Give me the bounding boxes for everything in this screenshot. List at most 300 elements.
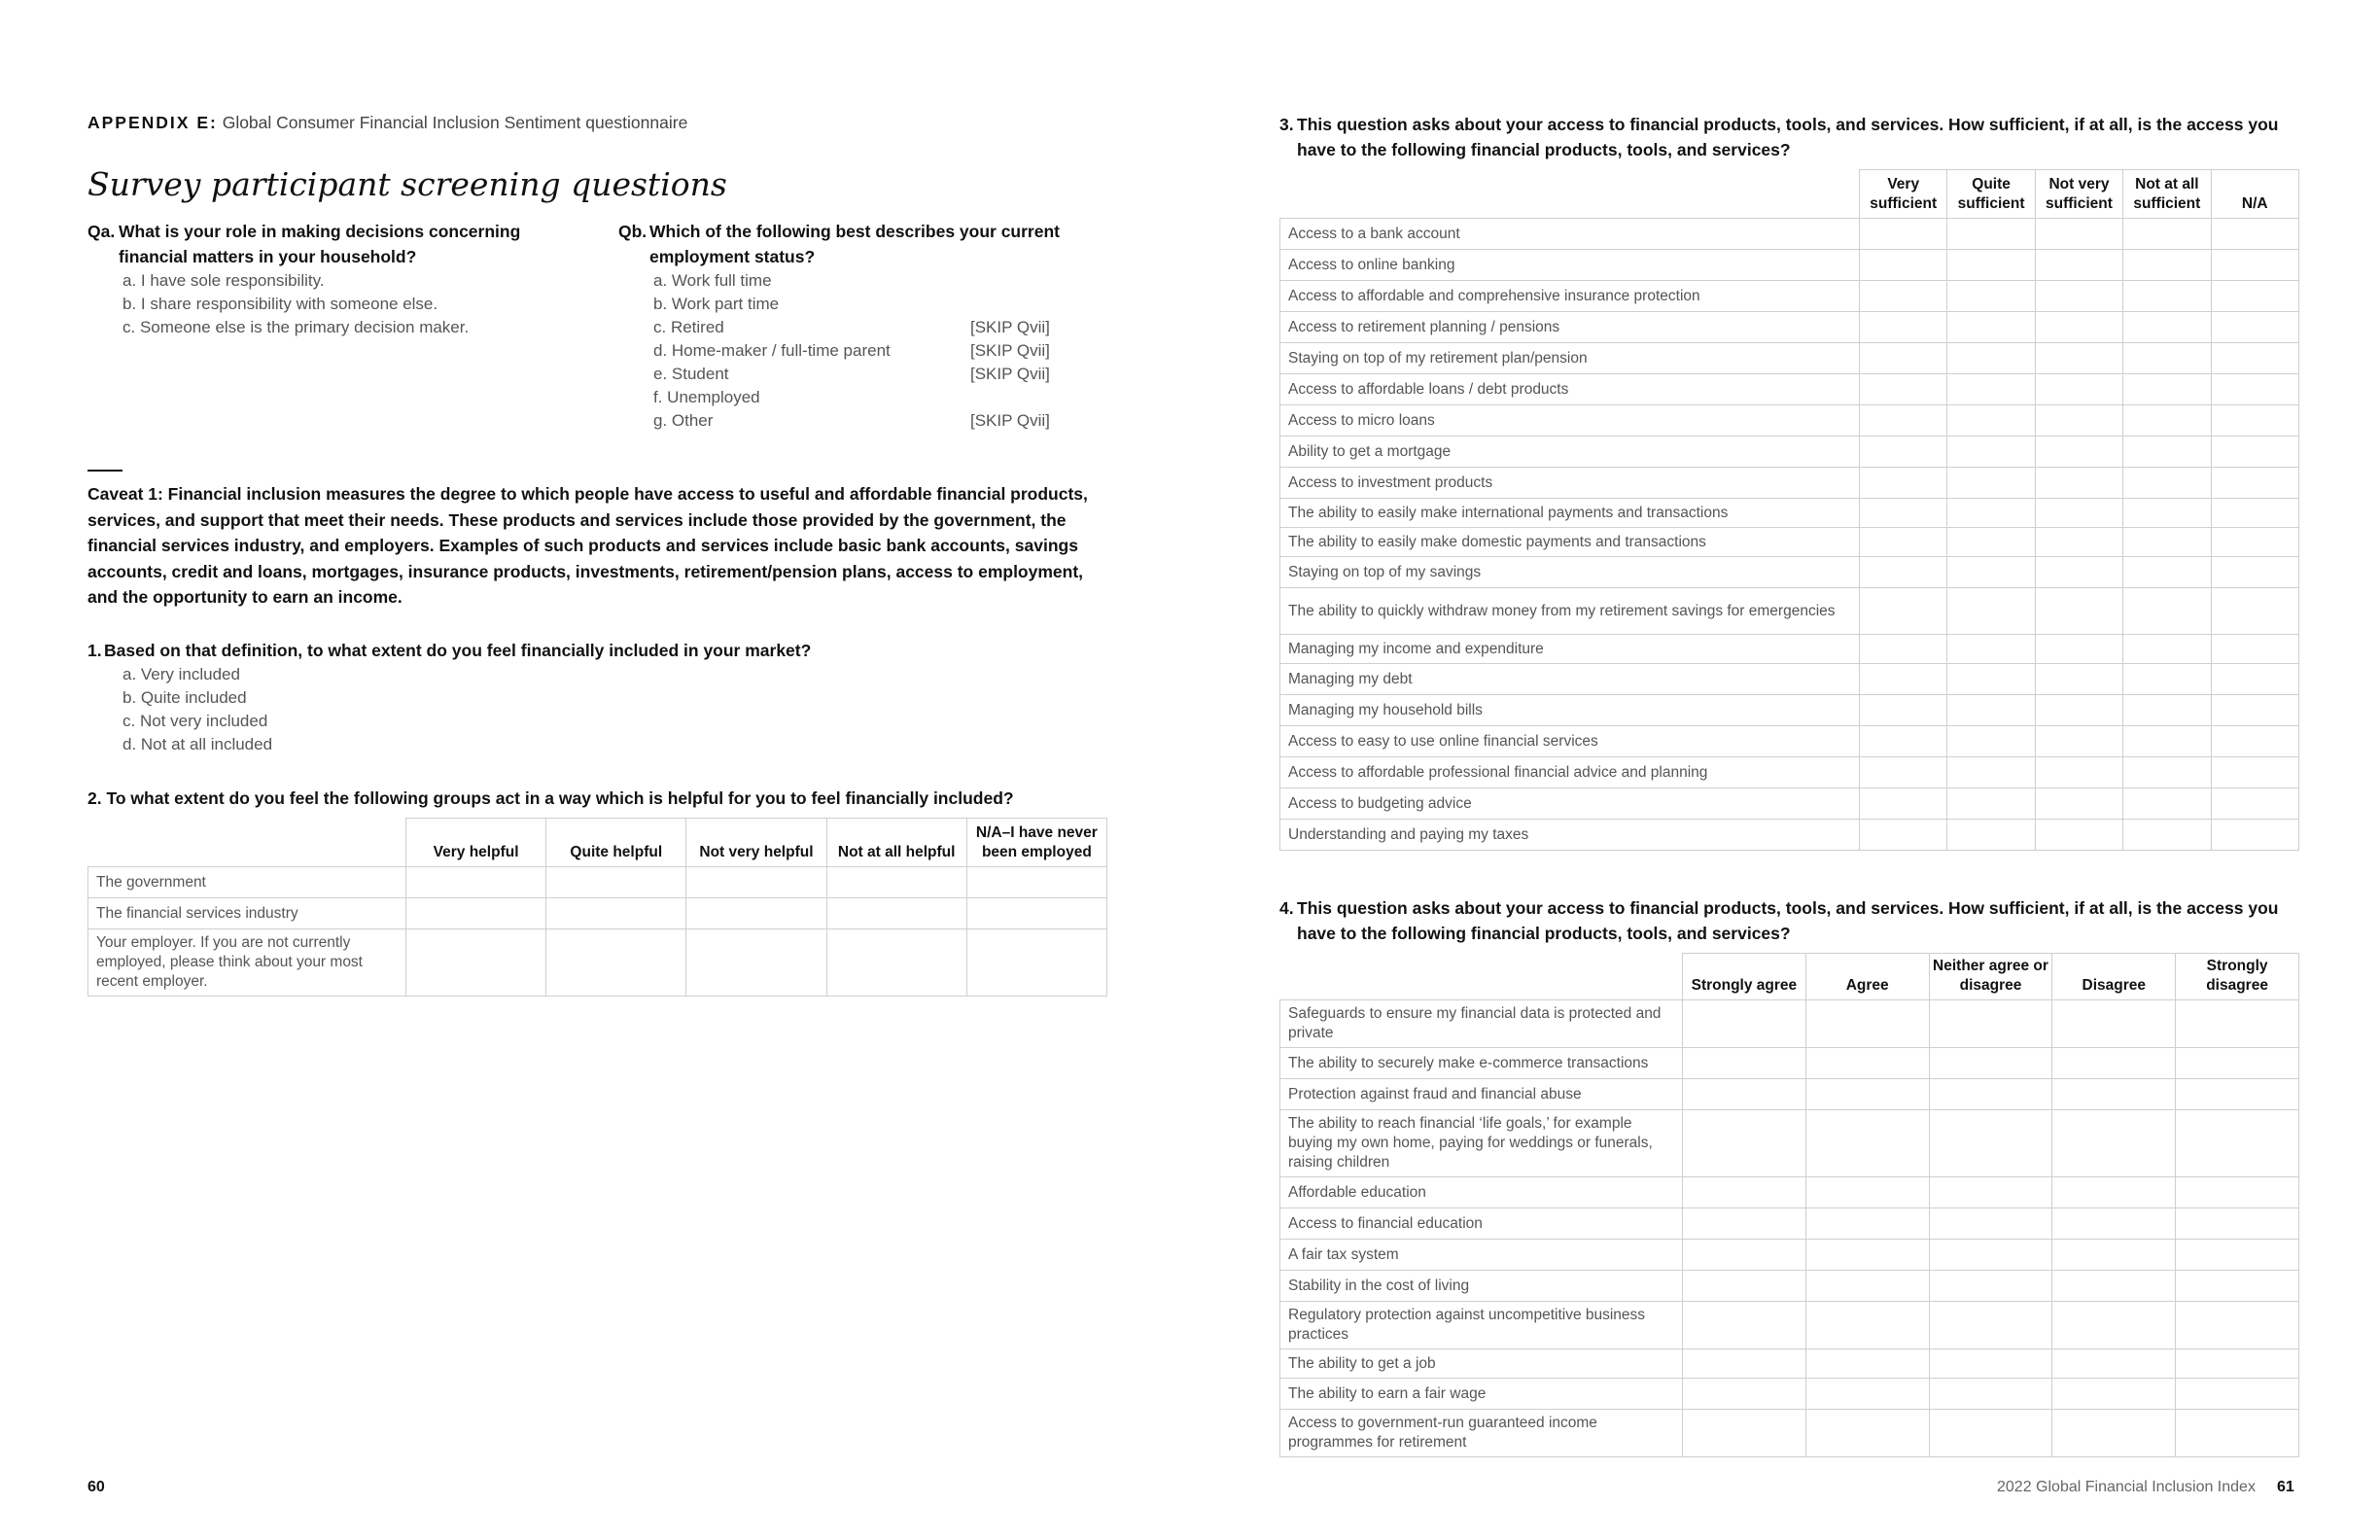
response-cell[interactable] bbox=[1805, 1410, 1929, 1457]
table-row bbox=[1280, 343, 2299, 374]
response-cell[interactable] bbox=[1860, 468, 1947, 499]
response-cell[interactable] bbox=[2052, 1271, 2176, 1302]
response-cell[interactable] bbox=[2123, 250, 2211, 281]
q4-row-label: Safeguards to ensure my financial data is protected and private bbox=[1280, 1000, 1683, 1048]
qb-option bbox=[653, 339, 1124, 363]
response-cell[interactable] bbox=[2211, 250, 2298, 281]
response-cell[interactable] bbox=[2052, 1048, 2176, 1079]
response-cell[interactable] bbox=[2035, 499, 2122, 528]
response-cell[interactable] bbox=[2211, 557, 2298, 588]
table-row bbox=[1280, 1302, 2299, 1349]
response-cell[interactable] bbox=[2211, 312, 2298, 343]
response-cell[interactable] bbox=[2176, 1240, 2299, 1271]
qb-option bbox=[653, 316, 1124, 339]
q3-row-label: Access to easy to use online financial services bbox=[1280, 726, 1860, 757]
response-cell[interactable] bbox=[2176, 1379, 2299, 1410]
response-cell[interactable] bbox=[1947, 219, 2035, 250]
q2-column-header: Quite helpful bbox=[546, 819, 686, 867]
response-cell[interactable] bbox=[1929, 1271, 2052, 1302]
q3-column-header: Not very sufficient bbox=[2035, 170, 2122, 219]
response-cell[interactable] bbox=[966, 867, 1106, 898]
qb-option-label: a. Work full time bbox=[653, 271, 772, 290]
qa-option: c. Someone else is the primary decision maker. bbox=[122, 318, 470, 336]
q2-row-label: The government bbox=[88, 867, 406, 898]
response-cell[interactable] bbox=[2123, 405, 2211, 437]
response-cell[interactable] bbox=[1860, 499, 1947, 528]
response-cell[interactable] bbox=[1683, 1240, 1806, 1271]
response-cell[interactable] bbox=[2123, 635, 2211, 664]
q4-row-label: A fair tax system bbox=[1280, 1240, 1683, 1271]
table-row bbox=[1280, 726, 2299, 757]
response-cell[interactable] bbox=[2211, 437, 2298, 468]
q3-row-label: The ability to easily make domestic payments and transactions bbox=[1280, 528, 1860, 557]
response-cell[interactable] bbox=[2211, 374, 2298, 405]
response-cell[interactable] bbox=[1947, 528, 2035, 557]
response-cell[interactable] bbox=[2176, 1208, 2299, 1240]
response-cell[interactable] bbox=[2035, 726, 2122, 757]
q3-text: This question asks about your access to financial products, tools, and services. How sufficient, if at all, is the access you have to the following financial products, tools, and services? bbox=[1297, 115, 2279, 159]
response-cell[interactable] bbox=[2211, 664, 2298, 695]
q1-option: c. Not very included bbox=[122, 712, 268, 730]
response-cell[interactable] bbox=[1860, 250, 1947, 281]
q3-row-label: Access to affordable and comprehensive insurance protection bbox=[1280, 281, 1860, 312]
response-cell[interactable] bbox=[1683, 1177, 1806, 1208]
response-cell[interactable] bbox=[1683, 1048, 1806, 1079]
response-cell[interactable] bbox=[1683, 1379, 1806, 1410]
response-cell[interactable] bbox=[2211, 820, 2298, 851]
response-cell[interactable] bbox=[2123, 437, 2211, 468]
response-cell[interactable] bbox=[546, 867, 686, 898]
response-cell[interactable] bbox=[1929, 1208, 2052, 1240]
response-cell[interactable] bbox=[2211, 726, 2298, 757]
q2-row-label: Your employer. If you are not currently employed, please think about your most recent employer. bbox=[88, 929, 406, 997]
response-cell[interactable] bbox=[2035, 219, 2122, 250]
response-cell[interactable] bbox=[1929, 1000, 2052, 1048]
response-cell[interactable] bbox=[2211, 757, 2298, 788]
response-cell[interactable] bbox=[686, 867, 826, 898]
question-3 bbox=[1279, 112, 2300, 162]
response-cell[interactable] bbox=[1929, 1240, 2052, 1271]
table-row bbox=[1280, 1349, 2299, 1379]
response-cell[interactable] bbox=[2123, 528, 2211, 557]
table-row bbox=[1280, 588, 2299, 635]
q2-table bbox=[88, 818, 1107, 997]
response-cell[interactable] bbox=[2035, 557, 2122, 588]
response-cell[interactable] bbox=[826, 929, 966, 997]
qb-option bbox=[653, 386, 1124, 409]
q3-row-label: Access to a bank account bbox=[1280, 219, 1860, 250]
response-cell[interactable] bbox=[1683, 1349, 1806, 1379]
response-cell[interactable] bbox=[2123, 557, 2211, 588]
response-cell[interactable] bbox=[1929, 1110, 2052, 1177]
response-cell[interactable] bbox=[1947, 343, 2035, 374]
response-cell[interactable] bbox=[1860, 528, 1947, 557]
question-4 bbox=[1279, 895, 2300, 946]
qa-options bbox=[88, 269, 583, 339]
question-qb bbox=[618, 219, 1124, 433]
q3-number: 3. bbox=[1279, 115, 1294, 134]
response-cell[interactable] bbox=[1947, 726, 2035, 757]
response-cell[interactable] bbox=[2211, 635, 2298, 664]
response-cell[interactable] bbox=[1860, 557, 1947, 588]
response-cell[interactable] bbox=[2123, 695, 2211, 726]
response-cell[interactable] bbox=[2052, 1110, 2176, 1177]
page-number-left: 60 bbox=[88, 1479, 105, 1495]
response-cell[interactable] bbox=[1947, 788, 2035, 820]
table-row bbox=[1280, 635, 2299, 664]
q2-text: To what extent do you feel the following groups act in a way which is helpful for you to feel financially included? bbox=[106, 788, 1014, 808]
response-cell[interactable] bbox=[1929, 1302, 2052, 1349]
qb-option-label: b. Work part time bbox=[653, 295, 780, 313]
table-row bbox=[1280, 757, 2299, 788]
response-cell[interactable] bbox=[2211, 281, 2298, 312]
response-cell[interactable] bbox=[546, 929, 686, 997]
response-cell[interactable] bbox=[2176, 1271, 2299, 1302]
q4-row-label: Protection against fraud and financial abuse bbox=[1280, 1079, 1683, 1110]
qb-option-skip: [SKIP Qvii] bbox=[970, 365, 1050, 383]
table-row bbox=[1280, 468, 2299, 499]
q3-row-label: Managing my household bills bbox=[1280, 695, 1860, 726]
response-cell[interactable] bbox=[2123, 820, 2211, 851]
q3-row-label: Access to micro loans bbox=[1280, 405, 1860, 437]
response-cell[interactable] bbox=[2052, 1079, 2176, 1110]
response-cell[interactable] bbox=[1947, 820, 2035, 851]
q3-row-label: Access to affordable loans / debt products bbox=[1280, 374, 1860, 405]
response-cell[interactable] bbox=[2176, 1000, 2299, 1048]
response-cell[interactable] bbox=[2123, 312, 2211, 343]
q2-number: 2. bbox=[88, 788, 102, 808]
response-cell[interactable] bbox=[1805, 1048, 1929, 1079]
response-cell[interactable] bbox=[1805, 1177, 1929, 1208]
response-cell[interactable] bbox=[1860, 405, 1947, 437]
table-row bbox=[1280, 374, 2299, 405]
qb-option-label: g. Other bbox=[653, 411, 714, 430]
response-cell[interactable] bbox=[1860, 374, 1947, 405]
q4-column-header: Strongly disagree bbox=[2176, 954, 2299, 1000]
q3-row-label: The ability to easily make international payments and transactions bbox=[1280, 499, 1860, 528]
response-cell[interactable] bbox=[2123, 219, 2211, 250]
table-row bbox=[1280, 788, 2299, 820]
page-number-right: 61 bbox=[2277, 1479, 2294, 1495]
response-cell[interactable] bbox=[1947, 588, 2035, 635]
response-cell[interactable] bbox=[686, 898, 826, 929]
q3-row-label: Access to retirement planning / pensions bbox=[1280, 312, 1860, 343]
q3-row-label: Managing my income and expenditure bbox=[1280, 635, 1860, 664]
q4-header-row bbox=[1280, 954, 2299, 1000]
qb-text: Which of the following best describes your current employment status? bbox=[649, 222, 1060, 266]
table-row bbox=[1280, 695, 2299, 726]
response-cell[interactable] bbox=[2211, 405, 2298, 437]
q2-column-header: Not at all helpful bbox=[826, 819, 966, 867]
table-row bbox=[1280, 528, 2299, 557]
response-cell[interactable] bbox=[2052, 1240, 2176, 1271]
response-cell[interactable] bbox=[2035, 820, 2122, 851]
response-cell[interactable] bbox=[2176, 1302, 2299, 1349]
response-cell[interactable] bbox=[1947, 557, 2035, 588]
table-row bbox=[1280, 1079, 2299, 1110]
response-cell[interactable] bbox=[1805, 1302, 1929, 1349]
response-cell[interactable] bbox=[1860, 219, 1947, 250]
response-cell[interactable] bbox=[2035, 437, 2122, 468]
response-cell[interactable] bbox=[406, 867, 546, 898]
q1-option: b. Quite included bbox=[122, 688, 247, 707]
response-cell[interactable] bbox=[826, 898, 966, 929]
response-cell[interactable] bbox=[2211, 468, 2298, 499]
response-cell[interactable] bbox=[1929, 1410, 2052, 1457]
q4-row-label: Stability in the cost of living bbox=[1280, 1271, 1683, 1302]
response-cell[interactable] bbox=[686, 929, 826, 997]
table-row bbox=[1280, 1379, 2299, 1410]
response-cell[interactable] bbox=[2035, 374, 2122, 405]
table-row bbox=[1280, 664, 2299, 695]
qa-number: Qa. bbox=[88, 222, 116, 241]
q4-number: 4. bbox=[1279, 898, 1294, 918]
response-cell[interactable] bbox=[1929, 1379, 2052, 1410]
response-cell[interactable] bbox=[1805, 1000, 1929, 1048]
response-cell[interactable] bbox=[1860, 281, 1947, 312]
section-title: Survey participant screening questions bbox=[88, 165, 727, 203]
response-cell[interactable] bbox=[1805, 1110, 1929, 1177]
q1-number: 1. bbox=[88, 641, 102, 660]
q3-row-label: Access to online banking bbox=[1280, 250, 1860, 281]
response-cell[interactable] bbox=[1683, 1410, 1806, 1457]
response-cell[interactable] bbox=[406, 929, 546, 997]
q4-text: This question asks about your access to financial products, tools, and services. How sufficient, if at all, is the access you have to the following financial products, tools, and services? bbox=[1297, 898, 2279, 943]
q4-row-label: The ability to reach financial ‘life goals,’ for example buying my own home, paying for weddings or funerals, raising children bbox=[1280, 1110, 1683, 1177]
table-row bbox=[1280, 557, 2299, 588]
response-cell[interactable] bbox=[1860, 664, 1947, 695]
response-cell[interactable] bbox=[2123, 726, 2211, 757]
response-cell[interactable] bbox=[1805, 1379, 1929, 1410]
q2-column-header: N/A–I have never been employed bbox=[966, 819, 1106, 867]
q3-row-label: The ability to quickly withdraw money from my retirement savings for emergencies bbox=[1280, 588, 1860, 635]
response-cell[interactable] bbox=[2123, 757, 2211, 788]
table-row bbox=[1280, 1240, 2299, 1271]
q4-row-label: The ability to get a job bbox=[1280, 1349, 1683, 1379]
response-cell[interactable] bbox=[966, 898, 1106, 929]
response-cell[interactable] bbox=[2211, 528, 2298, 557]
response-cell[interactable] bbox=[1929, 1177, 2052, 1208]
qb-option bbox=[653, 409, 1124, 433]
q4-row-label: Regulatory protection against uncompetitive business practices bbox=[1280, 1302, 1683, 1349]
response-cell[interactable] bbox=[2123, 788, 2211, 820]
q3-column-header: Very sufficient bbox=[1860, 170, 1947, 219]
response-cell[interactable] bbox=[406, 898, 546, 929]
table-row bbox=[1280, 219, 2299, 250]
response-cell[interactable] bbox=[1860, 757, 1947, 788]
response-cell[interactable] bbox=[1683, 1302, 1806, 1349]
q3-row-label: Access to investment products bbox=[1280, 468, 1860, 499]
q4-column-header: Strongly agree bbox=[1683, 954, 1806, 1000]
response-cell[interactable] bbox=[2052, 1349, 2176, 1379]
response-cell[interactable] bbox=[1860, 343, 1947, 374]
response-cell[interactable] bbox=[2052, 1379, 2176, 1410]
response-cell[interactable] bbox=[1947, 468, 2035, 499]
response-cell[interactable] bbox=[2176, 1110, 2299, 1177]
appendix-title: Global Consumer Financial Inclusion Sentiment questionnaire bbox=[222, 113, 688, 132]
response-cell[interactable] bbox=[2035, 528, 2122, 557]
response-cell[interactable] bbox=[1860, 788, 1947, 820]
q4-table bbox=[1279, 953, 2299, 1457]
q3-row-label: Access to affordable professional financial advice and planning bbox=[1280, 757, 1860, 788]
response-cell[interactable] bbox=[1947, 635, 2035, 664]
caveat-text: Caveat 1: Financial inclusion measures the degree to which people have access to useful and affordable financial products, services, and support that meet their needs. These products and services include those provided by the government, the financial services industry, and employers. Examples of such products and services include basic bank accounts, savings accounts, credit and loans, mortgages, insurance products, investments, retirement/pension plans, access to employment, and the opportunity to earn an income. bbox=[88, 484, 1088, 607]
q3-row-label: Access to budgeting advice bbox=[1280, 788, 1860, 820]
response-cell[interactable] bbox=[2211, 499, 2298, 528]
table-row bbox=[1280, 250, 2299, 281]
response-cell[interactable] bbox=[1929, 1079, 2052, 1110]
response-cell[interactable] bbox=[2123, 499, 2211, 528]
response-cell[interactable] bbox=[2052, 1302, 2176, 1349]
section-divider bbox=[88, 470, 122, 472]
q4-column-header: Agree bbox=[1805, 954, 1929, 1000]
response-cell[interactable] bbox=[2035, 664, 2122, 695]
response-cell[interactable] bbox=[1947, 405, 2035, 437]
response-cell[interactable] bbox=[2035, 405, 2122, 437]
response-cell[interactable] bbox=[2035, 468, 2122, 499]
q3-column-header: N/A bbox=[2211, 170, 2298, 219]
q1-options bbox=[88, 663, 1108, 756]
table-row bbox=[1280, 1177, 2299, 1208]
response-cell[interactable] bbox=[826, 867, 966, 898]
q3-row-label: Staying on top of my savings bbox=[1280, 557, 1860, 588]
qa-option: b. I share responsibility with someone else. bbox=[122, 295, 438, 313]
q3-column-header: Quite sufficient bbox=[1947, 170, 2035, 219]
response-cell[interactable] bbox=[2211, 788, 2298, 820]
q4-column-header: Neither agree or disagree bbox=[1929, 954, 2052, 1000]
response-cell[interactable] bbox=[1683, 1000, 1806, 1048]
response-cell[interactable] bbox=[1860, 820, 1947, 851]
response-cell[interactable] bbox=[2123, 468, 2211, 499]
response-cell[interactable] bbox=[1860, 437, 1947, 468]
response-cell[interactable] bbox=[2035, 588, 2122, 635]
q4-row-label: Affordable education bbox=[1280, 1177, 1683, 1208]
q4-row-label: Access to government-run guaranteed income programmes for retirement bbox=[1280, 1410, 1683, 1457]
qb-option-skip: [SKIP Qvii] bbox=[970, 318, 1050, 336]
response-cell[interactable] bbox=[1947, 757, 2035, 788]
response-cell[interactable] bbox=[2123, 281, 2211, 312]
response-cell[interactable] bbox=[1683, 1110, 1806, 1177]
q2-header-row bbox=[88, 819, 1107, 867]
response-cell[interactable] bbox=[2176, 1177, 2299, 1208]
response-cell[interactable] bbox=[2035, 635, 2122, 664]
response-cell[interactable] bbox=[2035, 343, 2122, 374]
response-cell[interactable] bbox=[2035, 695, 2122, 726]
response-cell[interactable] bbox=[1860, 312, 1947, 343]
appendix-label: APPENDIX E: bbox=[88, 113, 218, 132]
response-cell[interactable] bbox=[1947, 437, 2035, 468]
response-cell[interactable] bbox=[2123, 588, 2211, 635]
response-cell[interactable] bbox=[1860, 588, 1947, 635]
q2-column-header: Very helpful bbox=[406, 819, 546, 867]
response-cell[interactable] bbox=[966, 929, 1106, 997]
table-row bbox=[1280, 1410, 2299, 1457]
response-cell[interactable] bbox=[2052, 1208, 2176, 1240]
response-cell[interactable] bbox=[1805, 1271, 1929, 1302]
table-row bbox=[1280, 1000, 2299, 1048]
response-cell[interactable] bbox=[1683, 1208, 1806, 1240]
qa-option: a. I have sole responsibility. bbox=[122, 271, 325, 290]
q4-column-header: Disagree bbox=[2052, 954, 2176, 1000]
response-cell[interactable] bbox=[2123, 343, 2211, 374]
response-cell[interactable] bbox=[546, 898, 686, 929]
q1-option: d. Not at all included bbox=[122, 735, 273, 753]
response-cell[interactable] bbox=[1860, 695, 1947, 726]
qb-option-label: c. Retired bbox=[653, 318, 724, 336]
response-cell[interactable] bbox=[1947, 312, 2035, 343]
appendix-heading bbox=[88, 113, 687, 133]
response-cell[interactable] bbox=[1805, 1208, 1929, 1240]
response-cell[interactable] bbox=[2052, 1177, 2176, 1208]
table-row bbox=[1280, 1208, 2299, 1240]
q4-row-label: The ability to securely make e-commerce transactions bbox=[1280, 1048, 1683, 1079]
response-cell[interactable] bbox=[1805, 1349, 1929, 1379]
q1-option: a. Very included bbox=[122, 665, 240, 683]
table-row bbox=[1280, 405, 2299, 437]
response-cell[interactable] bbox=[2035, 250, 2122, 281]
response-cell[interactable] bbox=[1860, 726, 1947, 757]
response-cell[interactable] bbox=[2176, 1079, 2299, 1110]
response-cell[interactable] bbox=[2211, 695, 2298, 726]
response-cell[interactable] bbox=[2211, 219, 2298, 250]
table-row bbox=[1280, 1110, 2299, 1177]
q3-table bbox=[1279, 169, 2299, 851]
response-cell[interactable] bbox=[1947, 250, 2035, 281]
response-cell[interactable] bbox=[2176, 1048, 2299, 1079]
table-row bbox=[1280, 820, 2299, 851]
qb-option bbox=[653, 269, 1124, 293]
response-cell[interactable] bbox=[1929, 1349, 2052, 1379]
response-cell[interactable] bbox=[2035, 281, 2122, 312]
response-cell[interactable] bbox=[2052, 1410, 2176, 1457]
response-cell[interactable] bbox=[1929, 1048, 2052, 1079]
q3-column-header: Not at all sufficient bbox=[2123, 170, 2211, 219]
response-cell[interactable] bbox=[1947, 499, 2035, 528]
response-cell[interactable] bbox=[2035, 757, 2122, 788]
q3-row-label: Understanding and paying my taxes bbox=[1280, 820, 1860, 851]
q3-row-label: Managing my debt bbox=[1280, 664, 1860, 695]
response-cell[interactable] bbox=[2176, 1410, 2299, 1457]
response-cell[interactable] bbox=[1805, 1079, 1929, 1110]
response-cell[interactable] bbox=[2176, 1349, 2299, 1379]
table-row bbox=[1280, 499, 2299, 528]
response-cell[interactable] bbox=[1947, 664, 2035, 695]
q2-column-header: Not very helpful bbox=[686, 819, 826, 867]
response-cell[interactable] bbox=[1683, 1271, 1806, 1302]
qb-number: Qb. bbox=[618, 222, 648, 241]
response-cell[interactable] bbox=[1683, 1079, 1806, 1110]
qa-text: What is your role in making decisions concerning financial matters in your household? bbox=[119, 222, 521, 266]
table-row bbox=[88, 929, 1107, 997]
response-cell[interactable] bbox=[2052, 1000, 2176, 1048]
response-cell[interactable] bbox=[1860, 635, 1947, 664]
response-cell[interactable] bbox=[1947, 695, 2035, 726]
qb-option bbox=[653, 293, 1124, 316]
response-cell[interactable] bbox=[1947, 374, 2035, 405]
response-cell[interactable] bbox=[2035, 312, 2122, 343]
qb-option-label: f. Unemployed bbox=[653, 388, 760, 406]
response-cell[interactable] bbox=[2123, 374, 2211, 405]
qb-option-skip: [SKIP Qvii] bbox=[970, 411, 1050, 430]
table-row bbox=[1280, 312, 2299, 343]
q4-row-label: Access to financial education bbox=[1280, 1208, 1683, 1240]
response-cell[interactable] bbox=[2123, 664, 2211, 695]
response-cell[interactable] bbox=[2211, 588, 2298, 635]
response-cell[interactable] bbox=[2035, 788, 2122, 820]
response-cell[interactable] bbox=[2211, 343, 2298, 374]
response-cell[interactable] bbox=[1947, 281, 2035, 312]
response-cell[interactable] bbox=[1805, 1240, 1929, 1271]
